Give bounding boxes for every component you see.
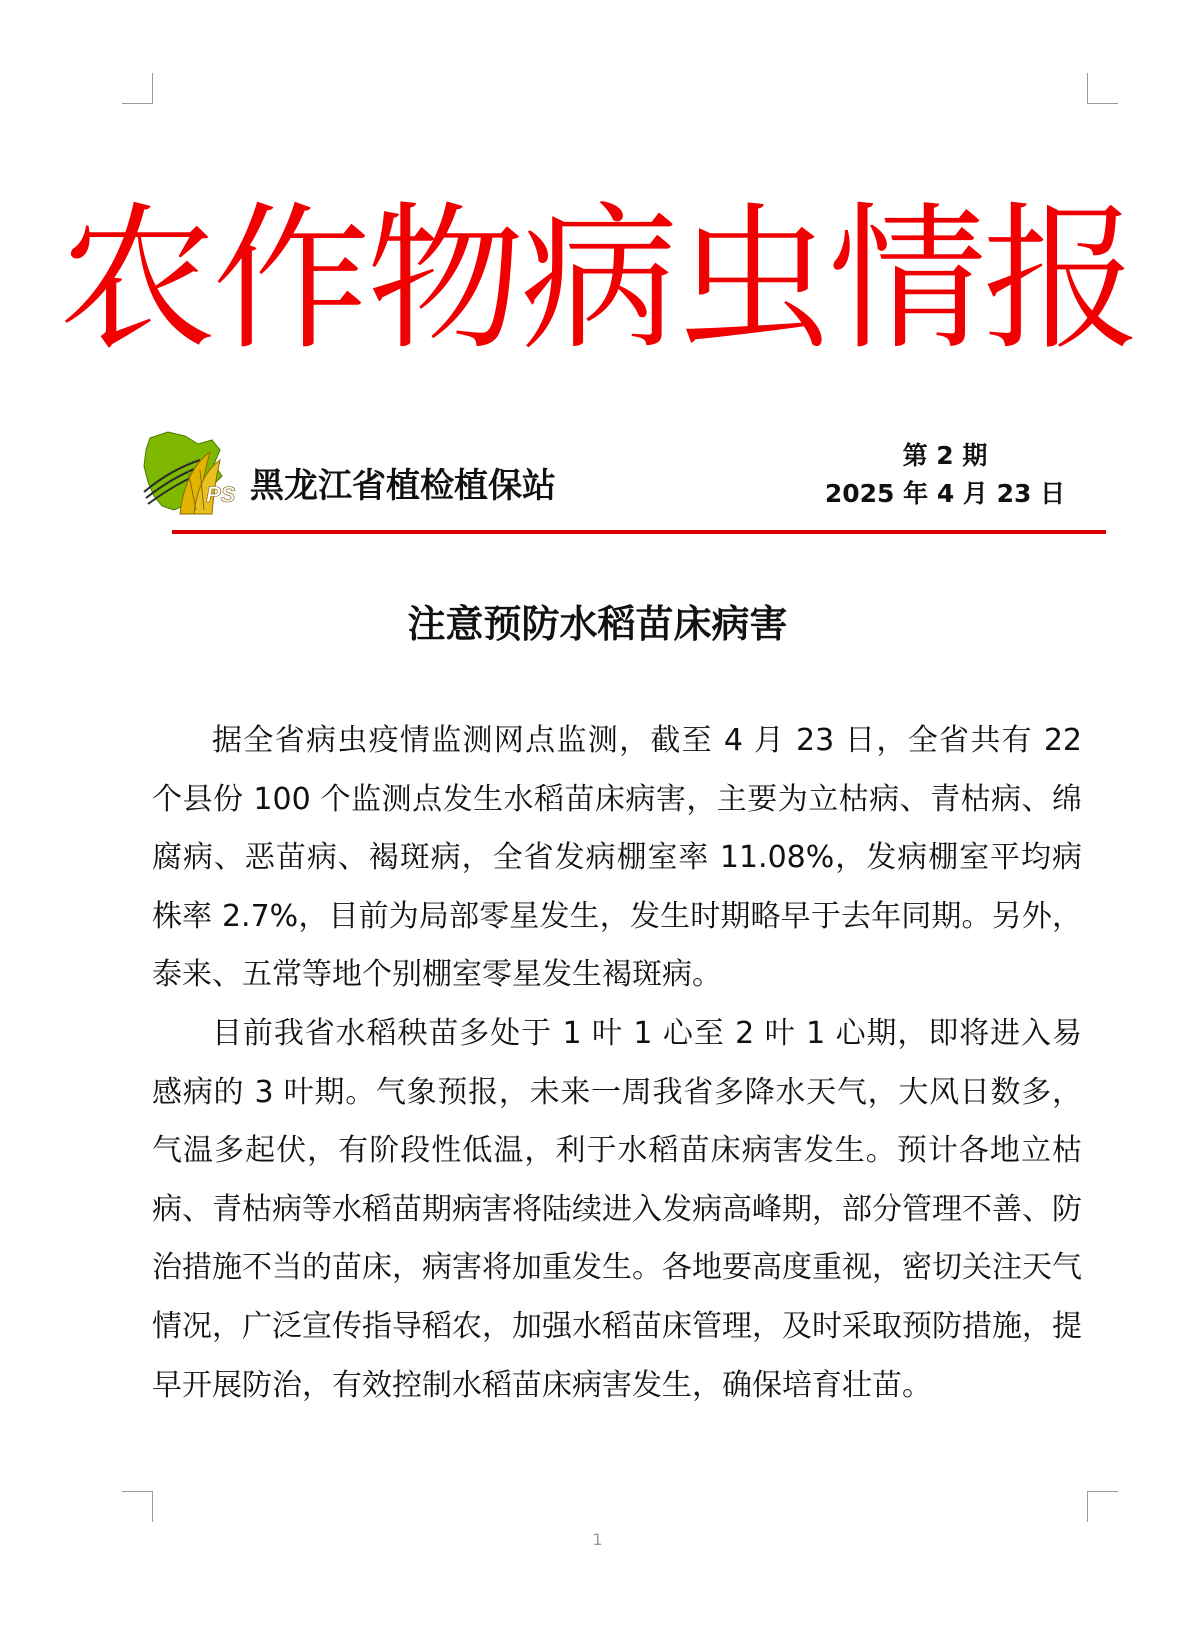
- crop-mark-top-right: [1087, 73, 1118, 104]
- crop-mark-bottom-left: [122, 1491, 153, 1522]
- organization-name: 黑龙江省植检植保站: [250, 466, 556, 506]
- header-divider: [172, 530, 1106, 534]
- logo-ps-text: PS: [206, 482, 236, 507]
- page-number: 1: [592, 1530, 603, 1549]
- issue-date: 2025 年 4 月 23 日: [824, 479, 1066, 508]
- article-body: [152, 712, 1082, 1415]
- masthead-title: 农作物病虫情报: [58, 188, 1137, 372]
- crop-mark-top-left: [122, 73, 153, 104]
- article-title: 注意预防水稻苗床病害: [407, 602, 788, 646]
- paragraph: 据全省病虫疫情监测网点监测，截至 4 月 23 日，全省共有 22 个县份 100 个监测点发生水稻苗床病害，主要为立枯病、青枯病、绵腐病、恶苗病、褐斑病，全省发病棚室率 11.08%，发病棚室平均病株率 2.7%，目前为局部零星发生，发生时期略早于去年同期。另外，泰来、五常等地个别棚室零星发生褐斑病。: [152, 723, 1082, 993]
- crop-mark-bottom-right: [1087, 1491, 1118, 1522]
- issue-info: [820, 437, 1070, 513]
- plant-protection-logo: [140, 430, 245, 520]
- issue-number: 第 2 期: [902, 441, 988, 470]
- paragraph: 目前我省水稻秧苗多处于 1 叶 1 心至 2 叶 1 心期，即将进入易感病的 3 叶期。气象预报，未来一周我省多降水天气，大风日数多，气温多起伏，有阶段性低温，利于水稻苗床病害发生。预计各地立枯病、青枯病等水稻苗期病害将陆续进入发病高峰期，部分管理不善、防治措施不当的苗床，病害将加重发生。各地要高度重视，密切关注天气情况，广泛宣传指导稻农，加强水稻苗床管理，及时采取预防措施，提早开展防治，有效控制水稻苗床病害发生，确保培育壮苗。: [152, 1015, 1082, 1403]
